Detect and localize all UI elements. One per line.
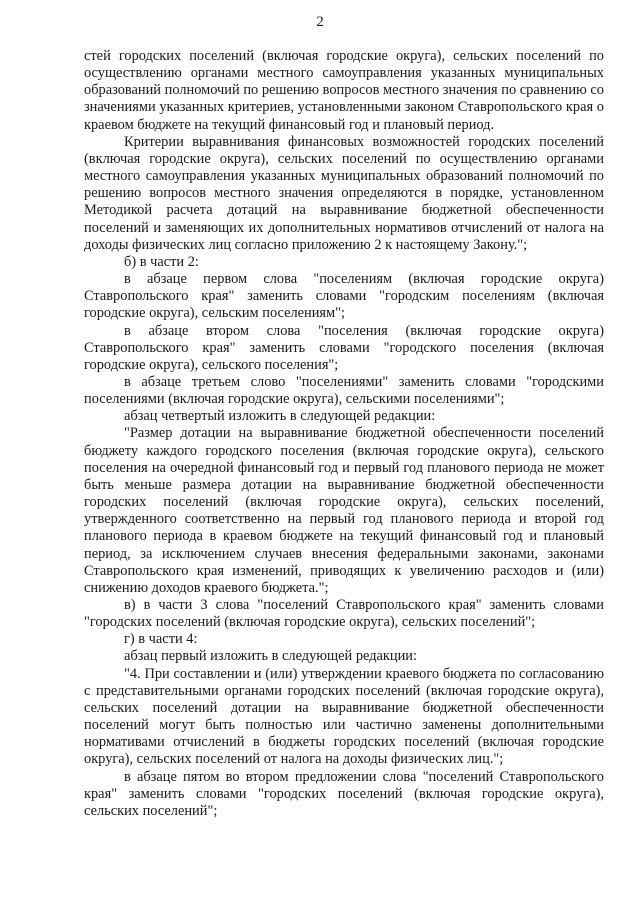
paragraph-abzac-5: в абзаце пятом во втором предложении слова "поселений Ставропольского края" заменить словами "городских поселений (включая городские округа), сельских поселений"; [84, 768, 604, 819]
document-body [84, 48, 604, 820]
paragraph-abzac-1: в абзаце первом слова "поселениям (включая городские округа) Ставропольского края" заменить словами "городским поселениям (включая городские округа), сельским поселениям"; [84, 271, 604, 322]
paragraph-abzac-first-intro: абзац первый изложить в следующей редакции: [124, 648, 418, 665]
paragraph-part-4: "4. При составлении и (или) утверждении краевого бюджета по согласованию с представительными органами городских поселений (включая городские округа), сельских поселений дотации на выравнивание бюджетной обеспеченности поселений могут быть полностью или частично заменены дополнительными нормативами отчислений в бюджеты городских поселений (включая городские округа), сельских поселений от налога на доходы физических лиц."; [84, 665, 604, 768]
page-number: 2 [316, 14, 324, 30]
paragraph-abzac-2: в абзаце втором слова "поселения (включая городские округа) Ставропольского края" заменить словами "городского поселения (включая городские округа), сельского поселения"; [84, 322, 604, 373]
paragraph-subsidy-size: "Размер дотации на выравнивание бюджетной обеспеченности поселений бюджету каждого городского поселения (включая городские округа), сельского поселения на очередной финансовый год и первый год планового периода не может быть меньше размера дотации на выравнивание бюджетной обеспеченности городских поселений (включая городские округа), сельских поселений, утвержденного соответственно на первый год планового периода и второй год планового периода в краевом бюджете на текущий финансовый год и плановый период, за исключением случаев внесения федеральными законами, законами Ставропольского края изменений, приводящих к увеличению расходов и (или) снижению доходов краевого бюджета."; [84, 425, 604, 596]
paragraph-item-v: в) в части 3 слова "поселений Ставропольского края" заменить словами "городских поселений (включая городские округа), сельских поселений"; [84, 597, 604, 631]
paragraph-continuation: стей городских поселений (включая городские округа), сельских поселений по осуществлению органами местного самоуправления указанных муниципальных образований полномочий по решению вопросов местного значения по сравнению со значениями указанных критериев, установленными законом Ставропольского края о краевом бюджете на текущий финансовый год и плановый период. [84, 48, 604, 133]
paragraph-criteria: Критерии выравнивания финансовых возможностей городских поселений (включая городские округа), сельских поселений по осуществлению органами местного самоуправления указанных муниципальных образований полномочий по решению вопросов местного значения определяются в порядке, установленном Методикой расчета дотаций на выравнивание бюджетной обеспеченности поселений и заменяющих их дополнительных нормативов отчислений от налога на доходы физических лиц согласно приложению 2 к настоящему Закону."; [84, 133, 604, 253]
paragraph-abzac-4-intro: абзац четвертый изложить в следующей редакции: [124, 408, 436, 425]
paragraph-item-b: б) в части 2: [124, 253, 199, 270]
paragraph-abzac-3: в абзаце третьем слово "поселениями" заменить словами "городскими поселениями (включая городские округа), сельскими поселениями"; [84, 373, 604, 408]
paragraph-item-g: г) в части 4: [124, 631, 198, 648]
